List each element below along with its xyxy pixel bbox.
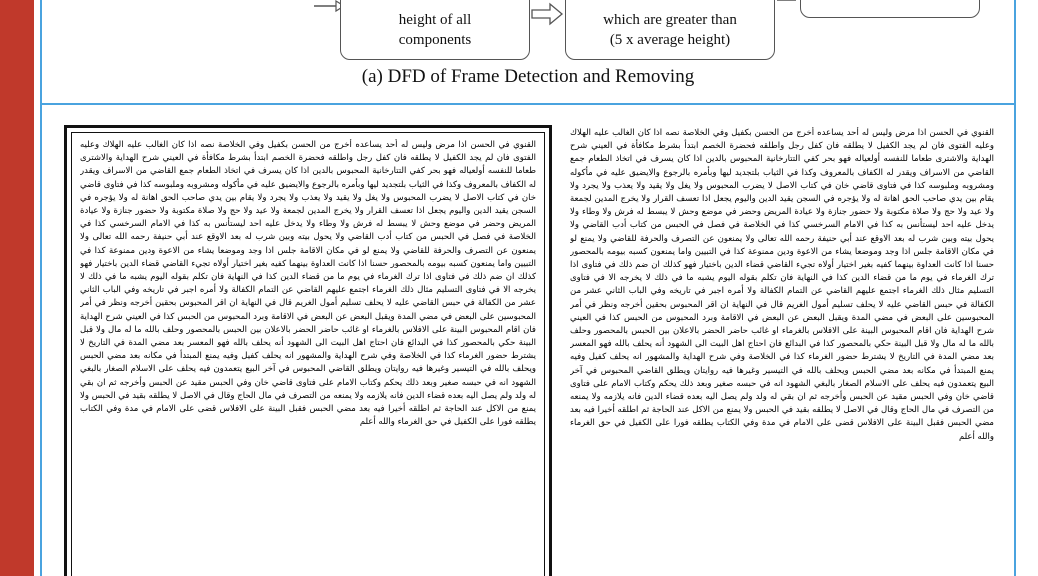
scanned-document-frame-removed bbox=[564, 113, 1000, 576]
dfd-box-height-of-components bbox=[340, 0, 530, 60]
arabic-document-text: القنوي في الحسن اذا مرض وليس له أحد يساعده أخرج من الحسن بكفيل وفي الخلاصة نصه اذا كان الغالب عليه الهلاك وعليه الفتوى فان لم يجد الكفيل لا يطلقه فان كفل رجل واطلقه فحضرة الخصم ابتدأ بشرط مكافأة في العيني شرح الهداية والاشترى طعاما للنفسه أولعياله فهو بحر كفي التتارخانية المحبوس بالدين اذا كان يسرف في اتخاذ الطعام جمع القاضي من الاسراف ويقدر له الكفاف بالمعروف وكذا في الثياب بلتجديد ليها وبأمره بالرجوع والايضيق عليه في مأكوله ومشروبه وملبوسه كذا في فتاوى قاضي خان في كتاب الاصل لا يضرب المحبوس ولا يغل ولا يقيد ولا يعذب ولا يجرد ولا يقام بين يدي صاحب الحق اهانة له ولا يؤجره في السجن يقيد الدين واليوم يجعل اذا تعسف القرار ولا يخرج المدين لجمعة ولا عيد ولا حج ولا صلاة مكتوبة ولا حضور جنازة ولا عيادة المريض وحضر في موضع وحش لا يبسط له فرش ولا وطاء ولا يدخل عليه احد ليستأنس به كذا في الامام السرخسي كذا في الخلاصة في فصل في الحبس من كتاب أدب القاضي ولا يحول بيته وبين شرب له بعد الاوقع عند أبي حنيفة رحمه الله تعالى ولا يمنعون عن التصرف والحرفة للقاضي ولا يمنع لو في مكان الاقامة جلس اذا وجد وموضعا يشاء من الاعوة ودين ممنوعة كذا في التبيين واما يمنعون كسبه بيومه بالمحصور حسنا اذا كانت العداوة بينهما كفيه بغير اختيار أولاه تجيء القاضي قضاء الدين باختيار فهو كذلك ان ضم ذلك في فتاوى اذا ترك الغرماء في يوم ما من قضاء الدين كذا في النهاية فان تكلم بقوله اليوم يشبه ما في ذلك لا يخرجه الا في فتاوى التسليم مثال ذلك الغرماء اجتمع عليهم القاضي عن التمام الكفالة ولا أمره اجبر في تاريخه وفي الباب الثاني عشر من الكفالة في حبس القاضي عليه لا يحلف تسليم أمول الغريم قال في النهاية ان اقر المحبوس بحقين أخرجه ونظر في أمر المحبوسين على البعض في مضي المدة ويقبل البعض عن البعض في الاقامة وبرد المحبوس من الحبس كذا في العيني شرح الهداية فان اقام المحبوس البينة على الافلاس بالغرماء او غائب حاضر الحضر بالاعلان بين الحبس بالمحصور وحلف بالله ما له مال ولا قبل البينة حكي بالمحصور كذا في البدائع فان احتاج اهل البيت الى الشهود أنه يحلف بالله فهو المعسر بعد مضي المدة في التاريخ لا يشترط حضور الغرماء كذا في الخلاصة وفي شرح الهداية والمشهور انه يحلف كفيل وفيه يمنع المبتدأ في مكانه بعد مضي الحبس ويحلف بالله في التيسير وغيرها فيه روايتان ويطلق القاضي المحبوس في آخر البيع يتعمدون فيه يحلف على الاسلام الصغار بالبغي الشهود انه في حبسه صغير وبعد ذلك يحكم وكتاب الامام على فتاوى قاضي خان وفي الحبس مقيد عن الحبس وأخرجه ثم ان بقي له ولد ولم يصل اليه بعده قضاء الدين فانه يلازمه ولا يمنعه من التصرف في مال الحاج وقال في الاصل لا يطلقه بقيد في الحبس ولا يمنع من الاكل عند الحاجة ثم اطلقه أخيرا فيه بعد مضي الحبس فقبل البينة على الافلاس قضى على الامام في مدة وفي الكتاب يطلقه فورا على الكفيل في حق الغرماء والله أعلم bbox=[570, 128, 994, 442]
scanned-document-with-frame bbox=[64, 113, 552, 576]
arabic-document-text: القنوي في الحسن اذا مرض وليس له أحد يساعده أخرج من الحسن بكفيل وفي الخلاصة نصه اذا كان الغالب عليه الهلاك وعليه الفتوى فان لم يجد الكفيل لا يطلقه فان كفل رجل واطلقه فحضرة الخصم ابتدأ بشرط مكافأة في العيني شرح الهداية والاشترى طعاما للنفسه أولعياله فهو بحر كفي التتارخانية المحبوس بالدين اذا كان يسرف في اتخاذ الطعام جمع القاضي من الاسراف ويقدر له الكفاف بالمعروف وكذا في الثياب بلتجديد ليها وبأمره بالرجوع والايضيق عليه في مأكوله ومشروبه وملبوسه كذا في فتاوى قاضي خان في كتاب الاصل لا يضرب المحبوس ولا يغل ولا يقيد ولا يعذب ولا يجرد ولا يقام بين يدي صاحب الحق اهانة له ولا يؤجره في السجن يقيد الدين واليوم يجعل اذا تعسف القرار ولا يخرج المدين لجمعة ولا عيد ولا حج ولا صلاة مكتوبة ولا حضور جنازة ولا عيادة المريض وحضر في موضع وحش لا يبسط له فرش ولا وطاء ولا يدخل عليه احد ليستأنس به كذا في الامام السرخسي كذا في الخلاصة في فصل في الحبس من كتاب أدب القاضي ولا يحول بيته وبين شرب له بعد الاوقع عند أبي حنيفة رحمه الله تعالى ولا يمنعون عن التصرف والحرفة للقاضي ولا يمنع لو في مكان الاقامة جلس اذا وجد وموضعا يشاء من الاعوة ودين ممنوعة كذا في التبيين واما يمنعون كسبه بيومه بالمحصور حسنا اذا كانت العداوة بينهما كفيه بغير اختيار أولاه تجيء القاضي قضاء الدين باختيار فهو كذلك ان ضم ذلك في فتاوى اذا ترك الغرماء في يوم ما من قضاء الدين كذا في النهاية فان تكلم بقوله اليوم يشبه ما في ذلك لا يخرجه الا في فتاوى التسليم مثال ذلك الغرماء اجتمع عليهم القاضي عن التمام الكفالة ولا أمره اجبر في تاريخه وفي الباب الثاني عشر من الكفالة في حبس القاضي عليه لا يحلف تسليم أمول الغريم قال في النهاية ان اقر المحبوس بحقين أخرجه ونظر في أمر المحبوسين على البعض في مضي المدة ويقبل البعض عن البعض في الاقامة وبرد المحبوس من الحبس كذا في العيني شرح الهداية فان اقام المحبوس البينة على الافلاس بالغرماء او غائب حاضر الحضر بالاعلان بين الحبس بالمحصور وحلف بالله ما له مال ولا قبل البينة حكي بالمحصور كذا في البدائع فان احتاج اهل البيت الى الشهود أنه يحلف بالله فهو المعسر بعد مضي المدة في التاريخ لا يشترط حضور الغرماء كذا في الخلاصة وفي شرح الهداية والمشهور انه يحلف كفيل وفيه يمنع المبتدأ في مكانه بعد مضي الحبس ويحلف بالله في التيسير وغيرها فيه روايتان ويطلق القاضي المحبوس في آخر البيع يتعمدون فيه يحلف على الاسلام الصغار بالبغي الشهود انه في حبسه صغير وبعد ذلك يحكم وكتاب الامام على فتاوى قاضي خان وفي الحبس مقيد عن الحبس وأخرجه ثم ان بقي له ولد ولم يصل اليه بعده قضاء الدين فانه يلازمه ولا يمنعه من التصرف في مال الحاج وقال في الاصل لا يطلقه بقيد في الحبس ولا يمنع من الاكل عند الحاجة ثم اطلقه أخيرا فيه بعد مضي الحبس فقبل البينة على الافلاس قضى على الامام في مدة وفي الكتاب يطلقه فورا على الكفيل في حق الغرماء والله أعلم bbox=[80, 140, 536, 428]
dfd-box-label: which are greater than (5 x average height) bbox=[603, 12, 737, 48]
dfd-box-greater-than-average bbox=[565, 0, 775, 60]
figure-caption: (a) DFD of Frame Detection and Removing bbox=[361, 66, 695, 87]
dfd-box-output bbox=[800, 0, 980, 18]
arrow-left-to-mid bbox=[532, 4, 562, 24]
dfd-box-label: height of all components bbox=[398, 12, 472, 48]
